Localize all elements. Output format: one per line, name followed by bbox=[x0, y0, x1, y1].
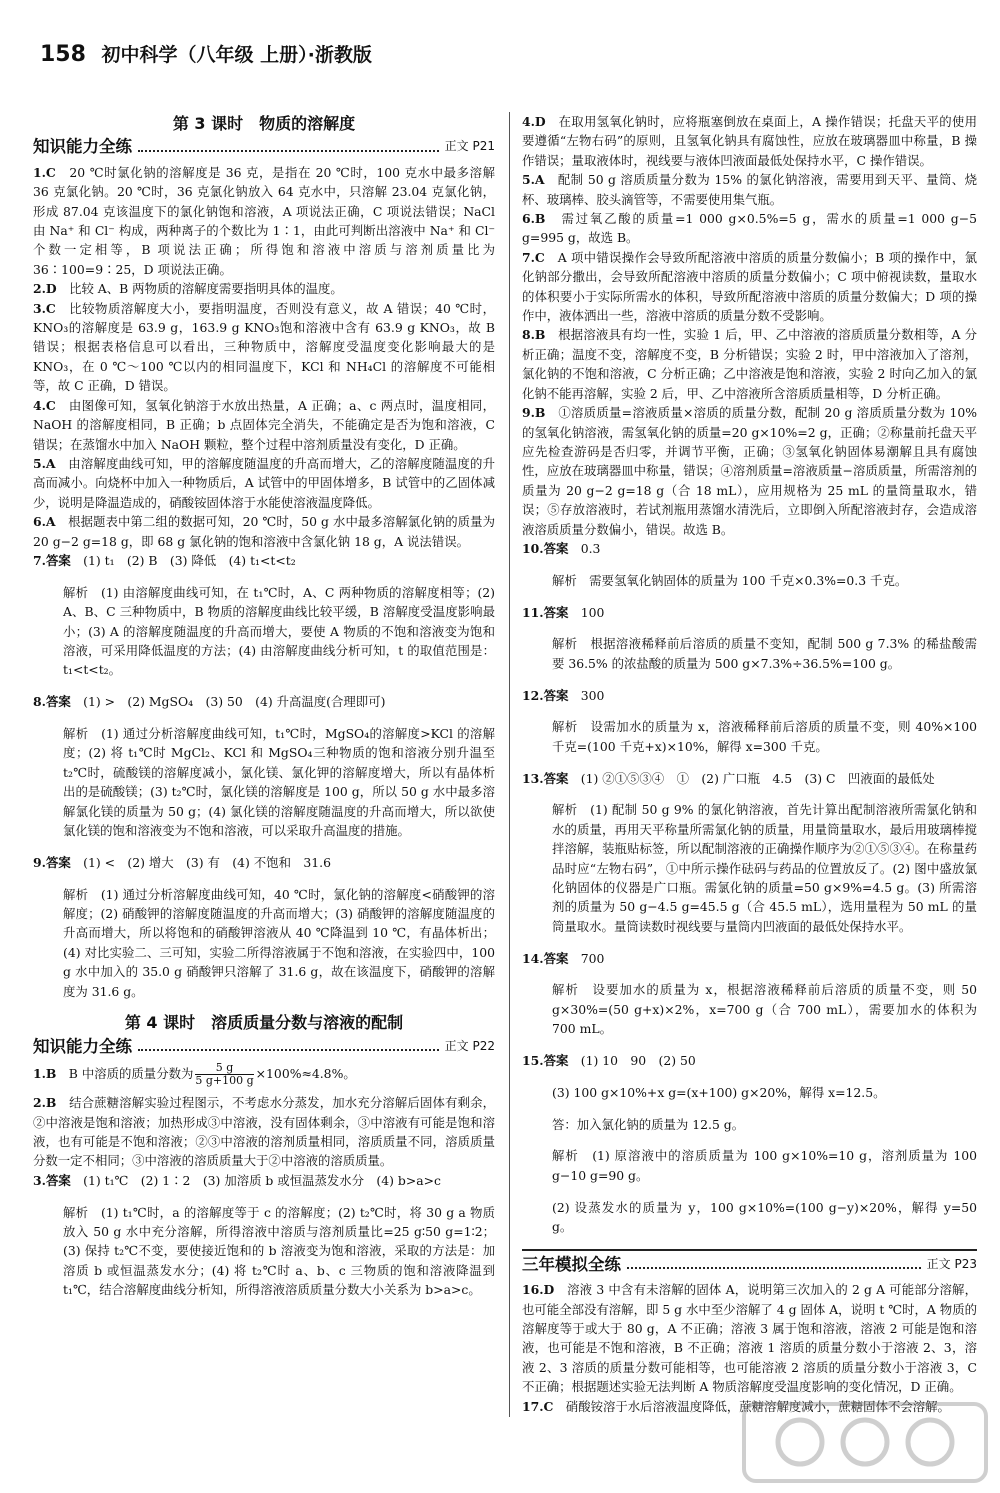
analysis: 解析 (1) 通过分析溶解度曲线可知，40 ℃时，氯化钠的溶解度<硝酸钾的溶解度；(2) 硝酸钾的溶解度随温度的升高而增大；(3) 硝酸钾的溶解度随温度的升高而增大，所以将饱和的硝酸钾溶液从 40 ℃降温到 10 ℃，有晶体析出；(4) 对比实验二、三可知，实验二所得溶液属于不饱和溶液，在实验四中，100 g 水中加入的 35.0 g 硝酸钾只溶解了 31.6 g，故在该温度下，硝酸钾的溶解度为 31.6 g。 bbox=[63, 886, 495, 999]
analysis-label: 解析 bbox=[552, 719, 578, 735]
answer-label: 答案 bbox=[45, 1172, 71, 1188]
analysis: 解析 设需加水的质量为 x，溶液稀释前后溶质的质量不变，则 40%×100 千克=(100 千克+x)×10%，解得 x=300 千克。 bbox=[552, 719, 978, 754]
answer-item: 9.B ①溶质质量=溶液质量×溶质的质量分数，配制 20 g 溶质质量分数为 10% 的氢氧化钠溶液，需氢氧化钠的质量=20 g×10%=2 g，正确；②称量前托盘天平应先检查游码是否归零，并调节平衡，正确；③氢氧化钠固体易潮解且具有腐蚀性，应放在玻璃器皿中称量，错误；④溶剂质量=溶液质量−溶质质量，所需溶剂的质量为 20 g−2 g=18 g（合 18 mL），应用规格为 25 mL 的量筒量取水，错误；⑤存放溶液时，若试剂瓶用蒸馏水清洗后，立即倒入所配溶液封存，会造成溶液溶质质量分数偏小，错误。故选 B。 bbox=[522, 405, 977, 537]
analysis-label: 解析 bbox=[63, 584, 89, 600]
analysis: 解析 (1) 配制 50 g 9% 的氯化钠溶液，首先计算出配制溶液所需氯化钠和水的质量，再用天平称量所需氯化钠的质量，用量筒量取水，最后用玻璃棒搅拌溶解，装瓶贴标签，所以配制溶液的正确操作顺序为②①⑤③④。在称量药品时应“左物右码”，①中所示操作砝码与药品的位置放反了。(2) 图中盛放氯化钠固体的仪器是广口瓶。需氯化钠的质量=50 g×9%=4.5 g。(3) 所需溶剂的质量为 50 g−4.5 g=45.5 g（合 45.5 mL），选用量程为 50 mL 的量筒量取水。量筒读数时视线要与量筒内凹液面的最低处保持水平。 bbox=[552, 802, 977, 934]
answer-label: 答案 bbox=[45, 854, 71, 870]
book-title: 初中科学（八年级 上册）·浙教版 bbox=[101, 44, 372, 66]
answer-label: 答案 bbox=[45, 694, 71, 710]
section-dots bbox=[138, 150, 439, 152]
section-header bbox=[522, 1249, 977, 1274]
answer-item: 8.答案 (1) > (2) MgSO₄ (3) 50 (4) 升高温度(合理即可) bbox=[33, 694, 386, 710]
analysis-label: 解析 bbox=[552, 1148, 579, 1164]
analysis-continued: 答：加入氯化钠的质量为 12.5 g。 bbox=[552, 1116, 745, 1132]
answer-item: 17.C 硝酸铵溶于水后溶液温度降低，蔗糖溶解度减小，蔗糖固体不会溶解。 bbox=[522, 1398, 950, 1414]
answer-label: 答案 bbox=[45, 552, 71, 568]
analysis-label: 解析 bbox=[552, 636, 578, 652]
analysis-continued: (2) 设蒸发水的质量为 y，100 g×10%=(100 g−y)×20%，解得 y=50 g。 bbox=[552, 1199, 977, 1234]
answer-item: 7.答案 (1) t₁ (2) B (3) 降低 (4) t₁<t<t₂ bbox=[33, 552, 296, 568]
answer-item: 12.答案 300 bbox=[522, 687, 605, 703]
answer-item: 5.A 由溶解度曲线可知，甲的溶解度随温度的升高而增大，乙的溶解度随温度的升高而减小。向烧杯中加入一种物质后，A 试管中的甲固体增多，B 试管中的乙固体减少，说明是降温造成的，硝酸铵固体溶于水能使溶液温度降低。 bbox=[33, 455, 495, 510]
answer-item: 16.D 溶液 3 中含有未溶解的固体 A，说明第三次加入的 2 g A 可能部分溶解，也可能全部没有溶解，即 5 g 水中至少溶解了 4 g 固体 A，说明 t ℃时，A 物质的溶解度等于或大于 80 g，A 不正确；溶液 3 属于饱和溶液，溶液 2 可能是饱和溶液，也可能是不饱和溶液，B 不正确；溶液 1 溶质的质量分数小于溶液 2、3，溶液 2、3 溶质的质量分数可能相等，也可能溶液 2 溶质的质量分数小于溶液 3，C 不正确；根据题述实验无法判断 A 物质溶解度受温度影响的变化情况，D 正确。 bbox=[522, 1282, 977, 1395]
answer-item: 2.D 比较 A、B 两物质的溶解度需要指明具体的温度。 bbox=[33, 281, 343, 297]
section-dots bbox=[138, 1049, 439, 1051]
section-page-ref: 正文 P21 bbox=[444, 139, 495, 154]
left-column bbox=[33, 112, 495, 1312]
answer-label: 答案 bbox=[543, 540, 569, 556]
answer-item: 2.B 结合蔗糖溶解实验过程图示，不考虑水分蒸发，加水充分溶解后固体有剩余，②中溶液是饱和溶液；加热形成③中溶液，没有固体剩余，③中溶液有可能是饱和溶液，也有可能是不饱和溶液；②③中溶液的溶剂质量相同，溶质质量不同，溶质质量分数一定不相同；③中溶液的溶质质量大于②中溶液的溶质质量。 bbox=[33, 1095, 495, 1169]
analysis-label: 解析 bbox=[63, 1204, 89, 1220]
answer-item: 13.答案 (1) ②①⑤③④ ① (2) 广口瓶 4.5 (3) C 凹液面的最低处 bbox=[522, 770, 935, 786]
analysis-label: 解析 bbox=[552, 572, 577, 588]
analysis: 解析 根据溶液稀释前后溶质的质量不变知，配制 500 g 7.3% 的稀盐酸需要 36.5% 的浓盐酸的质量为 500 g×7.3%÷36.5%=100 g。 bbox=[552, 636, 977, 671]
answer-item: 4.C 由图像可知，氢氧化钠溶于水放出热量，A 正确；a、c 两点时，温度相同，NaOH 的溶解度相同，B 正确；b 点固体完全消失，不能确定是否为饱和溶液，C 错误；在蒸馏水中加入 NaOH 颗粒，整个过程中溶剂质量没有变化，D 正确。 bbox=[33, 397, 495, 452]
section-name: 三年模拟全练 bbox=[522, 1254, 621, 1274]
analysis: 解析 (1) 通过分析溶解度曲线可知，t₁℃时，MgSO₄的溶解度>KCl 的溶解度；(2) 将 t₁℃时 MgCl₂、KCl 和 MgSO₄三种物质的饱和溶液分别升温至 t₂℃时，硫酸镁的溶解度减小，氯化镁、氯化钾的溶解度增大，所以有晶体析出的是硫酸镁；(3) t₂℃时，氯化镁的溶解度是 100 g，所以 50 g 水中最多溶解氯化镁的质量为 50 g；(4) 氯化镁的溶解度随温度的升高而增大，所以欲使氯化镁的饱和溶液变为不饱和溶液，可以采取升高温度的措施。 bbox=[63, 725, 496, 838]
section-page-ref: 正文 P22 bbox=[444, 1038, 495, 1053]
answer-item: 1.C 20 ℃时氯化钠的溶解度是 36 克，是指在 20 ℃时，100 克水中最多溶解 36 克氯化钠。20 ℃时，36 克氯化钠放入 64 克水中，只溶解 23.04 克氯化钠，形成 87.04 克该温度下的氯化钠饱和溶液，A 项说法正确，C 项说法错误；NaCl 由 Na⁺ 和 Cl⁻ 构成，两种离子的个数比为 1∶1，由此可判断出溶液中 Na⁺ 和 Cl⁻ 个数一定相等，B 项说法正确；所得饱和溶液中溶质与溶剂质量比为 36∶100=9∶25，D 项说法正确。 bbox=[33, 164, 495, 277]
column-divider bbox=[509, 112, 510, 1417]
section-name: 知识能力全练 bbox=[33, 137, 132, 157]
section-name: 知识能力全练 bbox=[33, 1036, 132, 1056]
answer-item: 5.A 配制 50 g 溶质质量分数为 15% 的氯化钠溶液，需要用到天平、量筒、烧杯、玻璃棒、胶头滴管等，不需要使用集气瓶。 bbox=[522, 172, 977, 207]
section-header bbox=[33, 137, 495, 156]
section-page-ref: 正文 P23 bbox=[926, 1256, 977, 1271]
answer-item: 14.答案 700 bbox=[522, 950, 605, 966]
right-column bbox=[522, 112, 977, 1416]
analysis: 解析 (1) 原溶液中的溶质质量为 100 g×10%=10 g，溶剂质量为 100 g−10 g=90 g。 bbox=[552, 1148, 978, 1183]
answer-item: 8.B 根据溶液具有均一性，实验 1 后，甲、乙中溶液的溶质质量分数相等，A 分析正确；温度不变，溶解度不变，B 分析错误；实验 2 时，甲中溶液加入了溶剂，氯化钠的不饱和溶液，C 分析正确；乙中溶液是饱和溶液，实验 2 时向乙加入的氯化钠不能再溶解，实验 2 后，甲、乙中溶液所含溶质质量相等，D 分析正确。 bbox=[522, 327, 977, 401]
answer-label: 答案 bbox=[543, 687, 569, 703]
answer-item: 15.答案 (1) 10 90 (2) 50 bbox=[522, 1052, 696, 1068]
section-header bbox=[33, 1037, 495, 1056]
analysis-label: 解析 bbox=[63, 886, 89, 902]
answer-label: 答案 bbox=[543, 1052, 569, 1068]
answer-label: 答案 bbox=[543, 604, 569, 620]
answer-item: 3.答案 (1) t₁℃ (2) 1∶2 (3) 加溶质 b 或恒温蒸发水分 (4) b>a>c bbox=[33, 1172, 441, 1188]
analysis-label: 解析 bbox=[552, 982, 579, 998]
answer-item: 1.B B 中溶质的质量分数为 $\frac{5 g}{5 g+100 g}$ ×100%≈4.8%。 bbox=[33, 1061, 356, 1088]
analysis: 解析 设要加水的质量为 x，根据溶液稀释前后溶质的质量不变，则 50 g×30%=(50 g+x)×2%，x=700 g（合 700 mL），需要加水的体积为 700 mL。 bbox=[552, 982, 978, 1037]
section-dots bbox=[627, 1267, 921, 1269]
page-number: 158 bbox=[40, 42, 86, 67]
answer-item: 3.C 比较物质溶解度大小，要指明温度，否则没有意义，故 A 错误；40 ℃时，KNO₃的溶解度是 63.9 g，163.9 g KNO₃饱和溶液中含有 63.9 g KNO₃，故 B 错误；根据表格信息可以看出，三种物质中，溶解度受温度变化影响最大的是 KNO₃，在 0 ℃～100 ℃以内的相同温度下，KCl 和 NH₄Cl 的溶解度不可能相等，故 C 正确，D 错误。 bbox=[33, 300, 495, 394]
fraction: $\frac{5 g}{5 g+100 g}$ bbox=[195, 1061, 254, 1088]
lesson-3-title: 第 3 课时 物质的溶解度 bbox=[172, 114, 356, 133]
analysis-continued: (3) 100 g×10%+x g=(x+100) g×20%，解得 x=12.5。 bbox=[552, 1084, 886, 1100]
analysis: 解析 (1) t₁℃时，a 的溶解度等于 c 的溶解度；(2) t₂℃时，将 30 g a 物质放入 50 g 水中充分溶解，所得溶液中溶质与溶剂质量比=25 g∶50 g=1∶2；(3) 保持 t₂℃不变，要使接近饱和的 b 溶液变为饱和溶液，采取的方法是：加溶质 b 或恒温蒸发水分；(4) 将 t₂℃时 a、b、c 三物质的饱和溶液降温到 t₁℃，结合溶解度曲线分析知，所得溶液溶质质量分数大小关系为 b>a>c。 bbox=[63, 1204, 496, 1298]
analysis: 解析 需要氢氧化钠固体的质量为 100 千克×0.3%=0.3 千克。 bbox=[552, 572, 908, 588]
answer-item: 6.B 需过氧乙酸的质量=1 000 g×0.5%=5 g，需水的质量=1 000 g−5 g=995 g，故选 B。 bbox=[522, 211, 977, 246]
answer-item: 10.答案 0.3 bbox=[522, 540, 601, 556]
page-header bbox=[40, 40, 372, 67]
answer-item: 11.答案 100 bbox=[522, 604, 605, 620]
answer-item: 6.A 根据题表中第二组的数据可知，20 ℃时，50 g 水中最多溶解氯化钠的质量为 20 g−2 g=18 g，即 68 g 氯化钠的饱和溶液中含氯化钠 18 g，A 说法错误。 bbox=[33, 514, 495, 549]
lesson-4-title: 第 4 课时 溶质质量分数与溶液的配制 bbox=[124, 1013, 404, 1033]
answer-item: 7.C A 项中错误操作会导致所配溶液中溶质的质量分数偏小；B 项的操作中，氯化钠部分撒出，会导致所配溶液中溶质的质量分数偏小；C 项中俯视读数，量取水的体积要小于实际所需水的体积，导致所配溶液中溶质的质量分数偏大；D 项的操作中，液体洒出一些，溶液中溶质的质量分数不受影响。 bbox=[522, 249, 977, 324]
watermark-logo bbox=[740, 1400, 990, 1485]
analysis: 解析 (1) 由溶解度曲线可知，在 t₁℃时，A、C 两种物质的溶解度相等；(2) A、B、C 三种物质中，B 物质的溶解度曲线比较平缓，B 溶解度受温度影响最小；(3) A 的溶解度随温度的升高而增大，要使 A 物质的不饱和溶液变为饱和溶液，可采用降低温度的方法；(4) 由溶解度曲线分析可知，t 的取值范围是：t₁<t<t₂。 bbox=[63, 584, 496, 678]
answer-item: 9.答案 (1) < (2) 增大 (3) 有 (4) 不饱和 31.6 bbox=[33, 854, 331, 870]
answer-label: 答案 bbox=[543, 950, 569, 966]
analysis-label: 解析 bbox=[552, 802, 578, 818]
answer-item: 4.D 在取用氢氧化钠时，应将瓶塞倒放在桌面上，A 操作错误；托盘天平的使用要遵循“左物右码”的原则，且氢氧化钠具有腐蚀性，应放在玻璃器皿中称量，B 操作错误；量取液体时，视线要与液体凹液面最低处保持水平，C 操作错误。 bbox=[522, 114, 977, 168]
analysis-label: 解析 bbox=[63, 725, 89, 741]
answer-label: 答案 bbox=[543, 770, 569, 786]
